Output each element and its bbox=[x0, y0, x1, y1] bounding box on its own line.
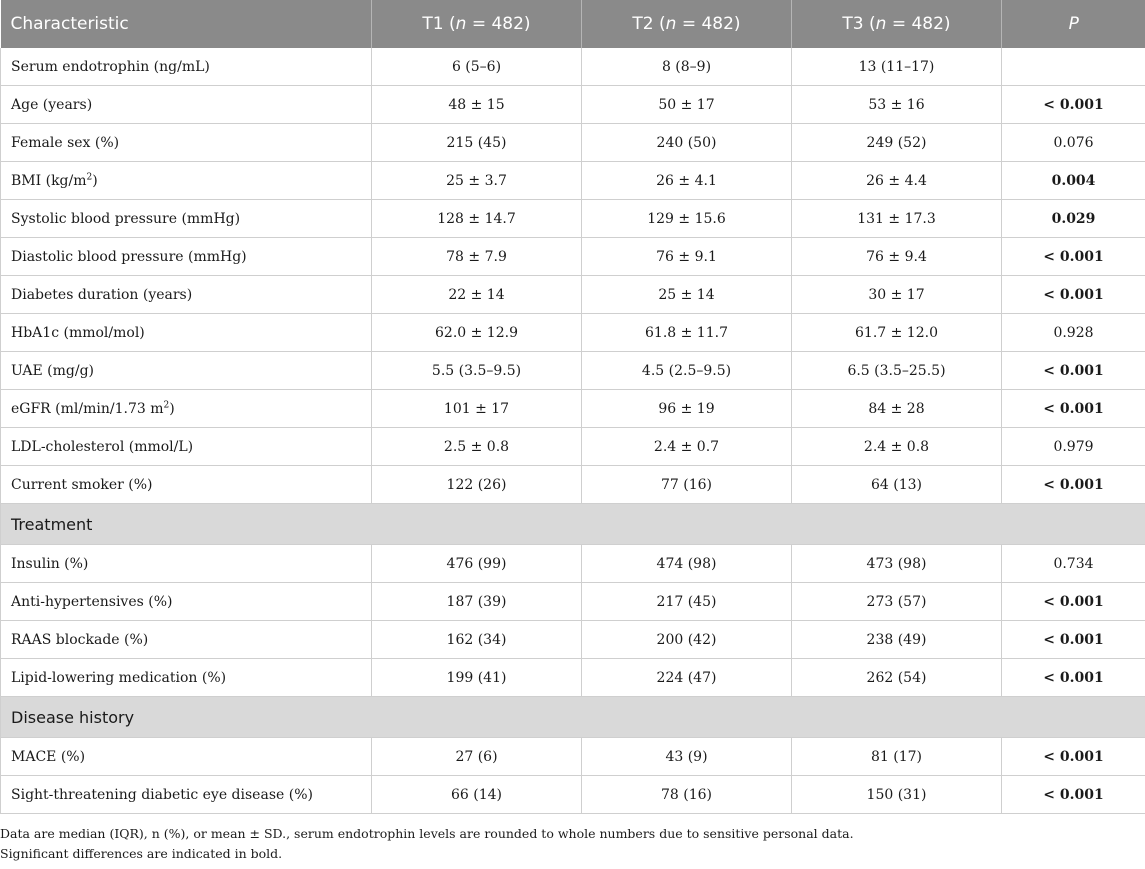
header-t3-n: n bbox=[875, 14, 887, 34]
row-label-text: BMI (kg/m bbox=[11, 172, 87, 189]
section-treatment bbox=[1, 504, 1145, 545]
header-p-label: P bbox=[1068, 14, 1079, 34]
table-row bbox=[1, 776, 1145, 814]
cell-t2: 474 (98) bbox=[582, 545, 792, 583]
cell-t2: 78 (16) bbox=[582, 776, 792, 814]
cell-p: < 0.001 bbox=[1002, 466, 1145, 504]
row-label bbox=[1, 162, 372, 200]
cell-t1: 48 ± 15 bbox=[372, 86, 582, 124]
row-label bbox=[1, 621, 372, 659]
cell-p: < 0.001 bbox=[1002, 776, 1145, 814]
cell-t1: 5.5 (3.5–9.5) bbox=[372, 352, 582, 390]
table-row bbox=[1, 314, 1145, 352]
cell-t1: 62.0 ± 12.9 bbox=[372, 314, 582, 352]
table-row bbox=[1, 390, 1145, 428]
row-label bbox=[1, 390, 372, 428]
row-label-end: ) bbox=[169, 400, 175, 417]
cell-t1: 2.5 ± 0.8 bbox=[372, 428, 582, 466]
cell-t1: 66 (14) bbox=[372, 776, 582, 814]
cell-p bbox=[1002, 48, 1145, 86]
row-label-text: Insulin (%) bbox=[11, 555, 89, 572]
table-row bbox=[1, 124, 1145, 162]
cell-t3: 26 ± 4.4 bbox=[792, 162, 1002, 200]
row-label bbox=[1, 276, 372, 314]
cell-t2: 50 ± 17 bbox=[582, 86, 792, 124]
cell-t3: 76 ± 9.4 bbox=[792, 238, 1002, 276]
row-label bbox=[1, 200, 372, 238]
cell-t2: 240 (50) bbox=[582, 124, 792, 162]
row-label-text: Sight-threatening diabetic eye disease (%) bbox=[11, 786, 313, 803]
row-label bbox=[1, 545, 372, 583]
cell-p: 0.928 bbox=[1002, 314, 1145, 352]
row-label-superscript: 2 bbox=[163, 399, 170, 410]
cell-t2: 76 ± 9.1 bbox=[582, 238, 792, 276]
footnote-1: Data are median (IQR), n (%), or mean ± SD., serum endotrophin levels are rounded to whole numbers due to sensitive personal data. bbox=[0, 826, 854, 841]
cell-t1: 122 (26) bbox=[372, 466, 582, 504]
row-label-text: RAAS blockade (%) bbox=[11, 631, 149, 648]
cell-p: 0.076 bbox=[1002, 124, 1145, 162]
cell-t1: 78 ± 7.9 bbox=[372, 238, 582, 276]
row-label-text: Diastolic blood pressure (mmHg) bbox=[11, 248, 247, 265]
cell-t2: 217 (45) bbox=[582, 583, 792, 621]
row-label-text: Lipid-lowering medication (%) bbox=[11, 669, 227, 686]
table-row bbox=[1, 466, 1145, 504]
cell-t1: 22 ± 14 bbox=[372, 276, 582, 314]
table-header-row bbox=[1, 0, 1145, 48]
header-p bbox=[1002, 0, 1145, 48]
table-row bbox=[1, 86, 1145, 124]
table-row bbox=[1, 621, 1145, 659]
row-label-text: Current smoker (%) bbox=[11, 476, 153, 493]
row-label bbox=[1, 352, 372, 390]
row-label-text: UAE (mg/g) bbox=[11, 362, 94, 379]
table-row bbox=[1, 48, 1145, 86]
row-label bbox=[1, 659, 372, 697]
table-row bbox=[1, 162, 1145, 200]
row-label-text: Systolic blood pressure (mmHg) bbox=[11, 210, 241, 227]
cell-p: < 0.001 bbox=[1002, 738, 1145, 776]
table-footnotes bbox=[0, 814, 1145, 864]
header-t1 bbox=[372, 0, 582, 48]
cell-t1: 101 ± 17 bbox=[372, 390, 582, 428]
row-label-text: Diabetes duration (years) bbox=[11, 286, 193, 303]
row-label bbox=[1, 48, 372, 86]
table-row bbox=[1, 738, 1145, 776]
header-t3-rest: = 482) bbox=[886, 14, 951, 34]
cell-t2: 4.5 (2.5–9.5) bbox=[582, 352, 792, 390]
cell-t1: 6 (5–6) bbox=[372, 48, 582, 86]
row-label bbox=[1, 124, 372, 162]
row-label-text: HbA1c (mmol/mol) bbox=[11, 324, 145, 341]
header-t3 bbox=[792, 0, 1002, 48]
cell-t2: 96 ± 19 bbox=[582, 390, 792, 428]
cell-p: 0.004 bbox=[1002, 162, 1145, 200]
header-t2-label: T2 ( bbox=[632, 14, 666, 34]
table-row bbox=[1, 583, 1145, 621]
cell-p: < 0.001 bbox=[1002, 390, 1145, 428]
cell-t3: 2.4 ± 0.8 bbox=[792, 428, 1002, 466]
row-label bbox=[1, 583, 372, 621]
row-label bbox=[1, 776, 372, 814]
header-t2 bbox=[582, 0, 792, 48]
cell-t1: 128 ± 14.7 bbox=[372, 200, 582, 238]
header-t1-n: n bbox=[455, 14, 467, 34]
row-label bbox=[1, 428, 372, 466]
cell-t1: 162 (34) bbox=[372, 621, 582, 659]
row-label-text: LDL-cholesterol (mmol/L) bbox=[11, 438, 194, 455]
cell-t3: 30 ± 17 bbox=[792, 276, 1002, 314]
row-label-superscript: 2 bbox=[86, 171, 93, 182]
table-row bbox=[1, 200, 1145, 238]
cell-t3: 262 (54) bbox=[792, 659, 1002, 697]
cell-t2: 129 ± 15.6 bbox=[582, 200, 792, 238]
cell-p: < 0.001 bbox=[1002, 659, 1145, 697]
cell-t2: 2.4 ± 0.7 bbox=[582, 428, 792, 466]
cell-t3: 13 (11–17) bbox=[792, 48, 1002, 86]
section-treatment-label: Treatment bbox=[1, 504, 1145, 545]
cell-t3: 473 (98) bbox=[792, 545, 1002, 583]
header-t2-rest: = 482) bbox=[676, 14, 741, 34]
cell-t2: 43 (9) bbox=[582, 738, 792, 776]
cell-t2: 8 (8–9) bbox=[582, 48, 792, 86]
cell-t3: 61.7 ± 12.0 bbox=[792, 314, 1002, 352]
table-row bbox=[1, 428, 1145, 466]
row-label bbox=[1, 314, 372, 352]
cell-t2: 25 ± 14 bbox=[582, 276, 792, 314]
row-label bbox=[1, 238, 372, 276]
section-disease-history-label: Disease history bbox=[1, 697, 1145, 738]
cell-p: 0.029 bbox=[1002, 200, 1145, 238]
cell-t1: 187 (39) bbox=[372, 583, 582, 621]
cell-p: < 0.001 bbox=[1002, 621, 1145, 659]
cell-t2: 26 ± 4.1 bbox=[582, 162, 792, 200]
header-t2-n: n bbox=[665, 14, 677, 34]
cell-t3: 6.5 (3.5–25.5) bbox=[792, 352, 1002, 390]
cell-p: < 0.001 bbox=[1002, 86, 1145, 124]
header-t1-label: T1 ( bbox=[422, 14, 456, 34]
row-label-text: MACE (%) bbox=[11, 748, 86, 765]
cell-p: < 0.001 bbox=[1002, 238, 1145, 276]
cell-t2: 61.8 ± 11.7 bbox=[582, 314, 792, 352]
row-label-text: Female sex (%) bbox=[11, 134, 120, 151]
cell-p: < 0.001 bbox=[1002, 583, 1145, 621]
cell-t3: 64 (13) bbox=[792, 466, 1002, 504]
row-label-text: eGFR (ml/min/1.73 m bbox=[11, 400, 164, 417]
cell-t1: 476 (99) bbox=[372, 545, 582, 583]
table-row bbox=[1, 659, 1145, 697]
cell-t2: 200 (42) bbox=[582, 621, 792, 659]
cell-p: < 0.001 bbox=[1002, 352, 1145, 390]
table-row bbox=[1, 352, 1145, 390]
cell-t1: 25 ± 3.7 bbox=[372, 162, 582, 200]
cell-p: < 0.001 bbox=[1002, 276, 1145, 314]
cell-t1: 27 (6) bbox=[372, 738, 582, 776]
cell-p: 0.734 bbox=[1002, 545, 1145, 583]
table-row bbox=[1, 276, 1145, 314]
table-body bbox=[1, 48, 1145, 814]
row-label-text: Anti-hypertensives (%) bbox=[11, 593, 173, 610]
header-t1-rest: = 482) bbox=[466, 14, 531, 34]
cell-t2: 77 (16) bbox=[582, 466, 792, 504]
cell-t3: 84 ± 28 bbox=[792, 390, 1002, 428]
footnote-2: Significant differences are indicated in bold. bbox=[0, 846, 283, 861]
cell-t1: 199 (41) bbox=[372, 659, 582, 697]
cell-t3: 150 (31) bbox=[792, 776, 1002, 814]
cell-t1: 215 (45) bbox=[372, 124, 582, 162]
table-row bbox=[1, 238, 1145, 276]
header-t3-label: T3 ( bbox=[842, 14, 876, 34]
cell-t3: 249 (52) bbox=[792, 124, 1002, 162]
cell-t3: 53 ± 16 bbox=[792, 86, 1002, 124]
row-label-end: ) bbox=[92, 172, 98, 189]
section-disease-history bbox=[1, 697, 1145, 738]
cell-t3: 81 (17) bbox=[792, 738, 1002, 776]
cell-t3: 238 (49) bbox=[792, 621, 1002, 659]
cell-t3: 131 ± 17.3 bbox=[792, 200, 1002, 238]
header-characteristic: Characteristic bbox=[1, 0, 372, 48]
cell-t3: 273 (57) bbox=[792, 583, 1002, 621]
cell-t2: 224 (47) bbox=[582, 659, 792, 697]
row-label bbox=[1, 86, 372, 124]
cell-p: 0.979 bbox=[1002, 428, 1145, 466]
row-label bbox=[1, 466, 372, 504]
table-row bbox=[1, 545, 1145, 583]
row-label-text: Age (years) bbox=[11, 96, 93, 113]
row-label-text: Serum endotrophin (ng/mL) bbox=[11, 58, 210, 75]
row-label bbox=[1, 738, 372, 776]
